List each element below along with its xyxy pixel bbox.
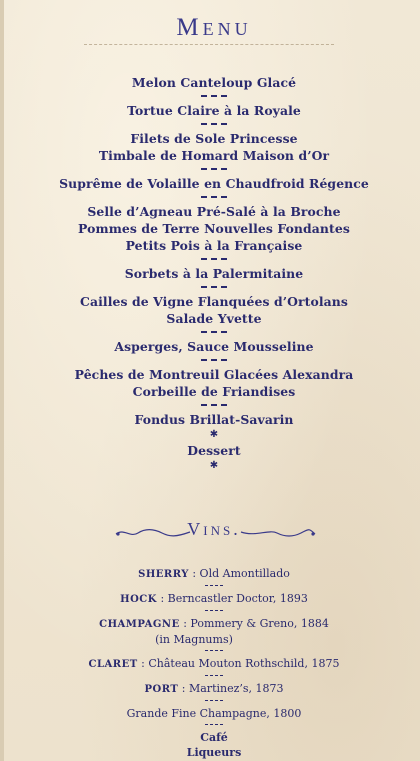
flourish-left-icon [114,528,192,538]
course-separator [201,357,227,363]
asterisk-ornament-icon: ✱ [209,429,219,440]
course-line: Cailles de Vigne Flanquées d’Ortolans [80,294,348,309]
wine-separator [205,608,223,614]
course-line: Suprême de Volaille en Chaudfroid Régence [59,176,369,191]
course-line: Melon Canteloup Glacé [131,75,297,90]
course-separator [201,93,227,99]
asterisk-ornament-icon: ✱ [209,460,219,471]
course-line: Dessert [187,443,241,458]
wine-line [4,656,420,672]
course-line: Asperges, Sauce Mousseline [114,339,314,354]
course-line: Selle d’Agneau Pré-Salé à la Broche [87,204,341,219]
flourish-right-icon [239,528,317,538]
course-separator [201,284,227,290]
course-line: Filets de Sole Princesse [130,131,298,146]
course-line: Timbale de Homard Maison d’Or [98,148,330,163]
wine-line [4,591,420,607]
wines-heading: Vins. [187,519,241,539]
closing-line: Liqueurs [186,746,242,759]
wine-label: SHERRY [138,569,189,580]
wine-colon: : [188,567,200,580]
wine-label: CLARET [88,659,138,670]
course-line: Tortue Claire à la Royale [127,103,301,118]
wine-label: HOCK [120,594,157,605]
course-line: Pêches de Montreuil Glacées Alexandra [74,367,354,382]
course-separator [201,256,227,262]
wine-separator [205,583,223,589]
wine-text: Grande Fine Champagne, 1800 [126,707,302,720]
course-separator [201,194,227,200]
wine-colon: : [137,657,149,670]
wine-label: PORT [144,684,179,695]
wine-line [4,706,420,721]
wine-text: Old Amontillado [199,567,290,580]
wine-separator [205,698,223,704]
wine-colon: : [178,682,189,695]
wine-line [4,681,420,697]
paper-tear [84,44,334,51]
wine-colon: : [179,617,191,630]
closing-line: Café [200,731,228,744]
wine-text: Martinez’s, 1873 [188,682,284,695]
course-line: Petits Pois à la Française [125,238,303,253]
wine-separator [205,648,223,654]
wine-label: CHAMPAGNE [99,619,180,630]
wines-heading-block [4,514,420,544]
wine-subline: (in Magnums) [155,633,233,646]
course-list [4,74,420,473]
wine-colon: : [156,592,168,605]
course-separator [201,402,227,408]
course-line: Pommes de Terre Nouvelles Fondantes [78,221,350,236]
wine-list [4,566,420,760]
course-line: Fondus Brillat-Savarin [134,412,294,427]
wine-text: Pommery & Greno, 1884 [190,617,329,630]
course-line: Salade Yvette [166,311,262,326]
wine-line [4,566,420,582]
course-separator [201,329,227,335]
wine-separator [205,673,223,679]
course-line: Sorbets à la Palermitaine [124,266,304,281]
course-separator [201,121,227,127]
wine-text: Berncastler Doctor, 1893 [167,592,308,605]
wine-separator [205,722,223,728]
course-separator [201,166,227,172]
course-line: Corbeille de Friandises [132,384,296,399]
wine-line [4,616,420,632]
menu-heading: Menu [176,14,252,41]
wine-text: Château Mouton Rothschild, 1875 [148,657,340,670]
